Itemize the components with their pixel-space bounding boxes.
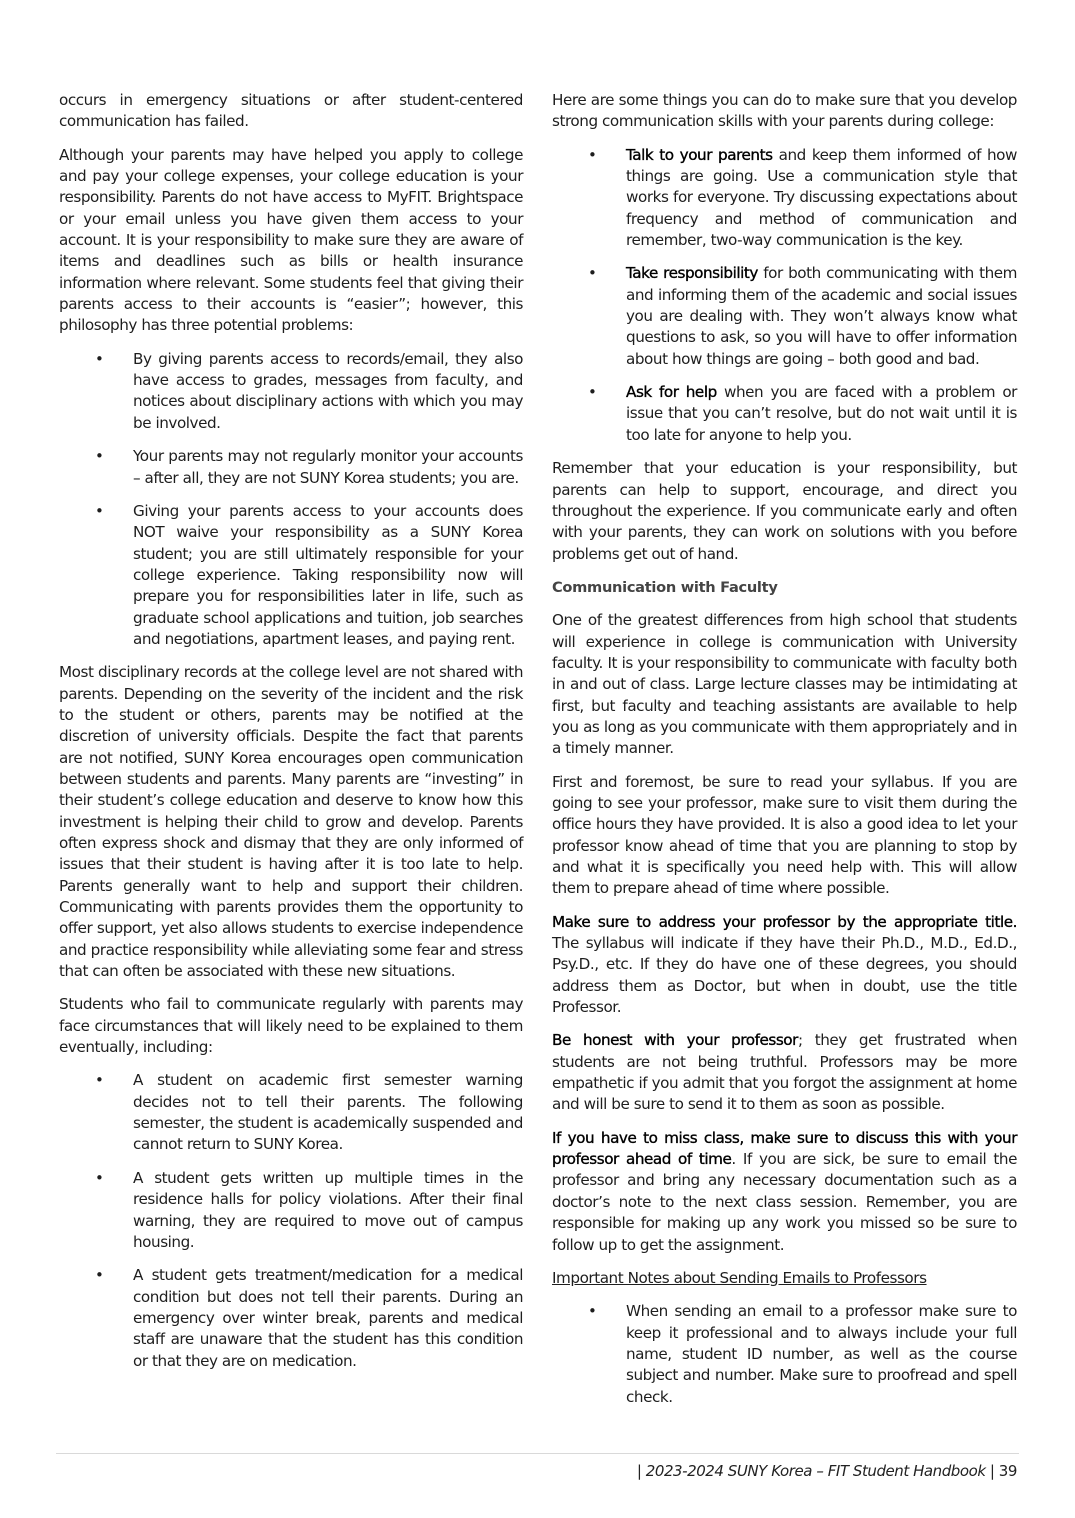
tip-lead: Talk to your parents xyxy=(626,145,773,164)
list-item xyxy=(552,382,1017,446)
paragraph-syllabus: First and foremost, be sure to read your syllabus. If you are going to see your professor, make sure to visit them during the office hours they have provided. It is also a good idea to let your professor know ahead of time that you are planning to stop by and what it is specifically you need help with. This will allow them to prepare ahead of time where possible. xyxy=(552,772,1017,898)
paragraph-faculty-differences: One of the greatest differences from high school that students will experience in college is communication with University faculty. It is your responsibility to communicate with faculty both in and out of class. Large lecture classes may be intimidating at first, but faculty and teaching assistants are available to help you as long as you communicate with them appropriately and in a timely manner. xyxy=(552,611,1017,758)
list-item xyxy=(552,263,1017,370)
tip-lead: Take responsibility xyxy=(626,264,758,283)
tip-text: when you are faced with a problem or issue that you can’t resolve, but do not wait until it is too late for anyone to help you. xyxy=(626,383,1017,444)
footer-separator: | xyxy=(636,1462,642,1480)
bullet-icon: • xyxy=(588,145,597,164)
list-item xyxy=(552,145,1017,252)
list-item-text: By giving parents access to records/email, they also have access to grades, messages from faculty, and notices about disciplinary actions with which you may be involved. xyxy=(133,349,523,432)
list-item xyxy=(59,501,523,650)
section-heading-emails: Important Notes about Sending Emails to Professors xyxy=(552,1268,927,1287)
list-item-text: A student gets written up multiple times in the residence halls for policy violations. After their final warning, they are required to move out of campus housing. xyxy=(133,1168,523,1251)
tip-text: and keep them informed of how things are going. Use a communication style that works for everyone. Try discussing expectations about frequency and method of communication and remember, two-way communication is the key. xyxy=(626,145,1017,250)
paragraph-miss-class xyxy=(552,1128,1017,1256)
list-item xyxy=(59,1168,523,1253)
list-item xyxy=(59,1265,523,1372)
paragraph-continued: occurs in emergency situations or after student-centered communication has failed. xyxy=(59,91,523,131)
bullet-icon: • xyxy=(95,1071,104,1090)
paragraph-remember: Remember that your education is your responsibility, but parents can help to support, encourage, and direct you throughout the experience. If you communicate early and often with your parents, they can work on solutions with you before problems get out of hand. xyxy=(552,459,1017,563)
list-item-text: A student on academic first semester warning decides not to tell their parents. The following semester, the student is academically suspended and cannot return to SUNY Korea. xyxy=(133,1071,523,1154)
bullet-icon: • xyxy=(588,1302,597,1321)
list-item-text: Your parents may not regularly monitor your accounts – after all, they are not SUNY Korea students; you are. xyxy=(133,447,523,487)
miss-lead: If you have to miss class, make sure to discuss this with your professor ahead of time xyxy=(552,1128,1017,1169)
footer-divider xyxy=(56,1453,1019,1454)
honest-lead: Be honest with your professor xyxy=(552,1031,798,1050)
tips-list xyxy=(552,145,1017,446)
left-column xyxy=(59,90,523,1384)
list-item xyxy=(59,349,523,434)
footer-title: 2023-2024 SUNY Korea – FIT Student Handbook xyxy=(645,1462,986,1480)
paragraph-intro: Here are some things you can do to make sure that you develop strong communication skills with your parents during college: xyxy=(552,91,1017,131)
page-footer xyxy=(637,1461,1017,1482)
tip-lead: Ask for help xyxy=(626,383,717,402)
bullet-icon: • xyxy=(95,1168,104,1187)
list-item xyxy=(552,1301,1017,1408)
paragraph-disciplinary-records: Most disciplinary records at the college level are not shared with parents. Depending on the severity of the incident and the risk to the student or others, parents may be notified at the discretion of university officials. Despite the fact that parents are not notified, SUNY Korea encourages open communication between students and parents. Many parents are “investing” in their student’s college education and deserve to know how this investment is helping their child to grow and develop. Parents often express shock and dismay that they are only informed of issues that their student is having after it is too late to help. Parents generally want to help and support their children. Communicating with parents provides them the opportunity to offer support, yet also allows students to exercise independence and practice responsibility while alleviating some fear and stress that can often be associated with these new situations. xyxy=(59,663,523,981)
bullet-icon: • xyxy=(95,349,104,368)
list-item xyxy=(59,446,523,489)
honest-text: ; they get frustrated when students are not being truthful. Professors may be more empathetic if you admit that you forgot the assignment at home and will be sure to send it to them as soon as possible. xyxy=(552,1031,1017,1114)
section-heading-faculty: Communication with Faculty xyxy=(552,578,778,596)
list-item-text: Giving your parents access to your accounts does NOT waive your responsibility as a SUNY Korea student; you are still ultimately responsible for your college experience. Taking responsibility now will prepare you for responsibilities later in life, such as graduate school applications and tuition, job searches and negotiations, apartment leases, and paying rent. xyxy=(133,501,523,648)
list-item-text: When sending an email to a professor make sure to keep it professional and to always include your full name, student ID number, as well as the course subject and number. Make sure to proofread and spell check. xyxy=(626,1302,1017,1406)
right-column xyxy=(552,90,1017,1420)
problems-list xyxy=(59,349,523,650)
paragraph-parents-responsibility: Although your parents may have helped you apply to college and pay your college expenses, your college education is your responsibility. Parents do not have access to MyFIT. Brightspace or your email unless you have given them access to your account. It is your responsibility to make sure they are aware of items and deadlines such as bills or health insurance information where relevant. Some students feel that giving their parents access to their accounts is “easier”; however, this philosophy has three potential problems: xyxy=(59,145,523,335)
address-lead: Make sure to address your professor by the appropriate title. xyxy=(552,912,1017,931)
bullet-icon: • xyxy=(95,447,104,466)
examples-list xyxy=(59,1070,523,1371)
paragraph-be-honest xyxy=(552,1030,1017,1115)
miss-text: . If you are sick, be sure to email the professor and bring any necessary documentation such as a doctor’s note to the next class session. Remember, you are responsible for making up any work you missed so be sure to follow up to get the assignment. xyxy=(552,1150,1017,1254)
email-tips-list xyxy=(552,1301,1017,1408)
paragraph-address-title xyxy=(552,912,1017,1019)
paragraph-fail-to-communicate: Students who fail to communicate regularly with parents may face circumstances that will likely need to be explained to them eventually, including: xyxy=(59,995,523,1057)
bullet-icon: • xyxy=(588,383,597,402)
page-number: | 39 xyxy=(989,1462,1017,1480)
bullet-icon: • xyxy=(95,1266,104,1285)
list-item xyxy=(59,1070,523,1155)
tip-text: for both communicating with them and informing them of the academic and social issues you are dealing with. They won’t always know what questions to ask, so you will have to offer information about how things are going – both good and bad. xyxy=(626,264,1017,368)
address-text: The syllabus will indicate if they have their Ph.D., M.D., Ed.D., Psy.D., etc. If they do have one of these degrees, you should address them as Doctor, but when in doubt, use the title Professor. xyxy=(552,934,1017,1017)
bullet-icon: • xyxy=(588,264,597,283)
bullet-icon: • xyxy=(95,501,104,520)
list-item-text: A student gets treatment/medication for a medical condition but does not tell their parents. During an emergency over winter break, parents and medical staff are unaware that the student has this condition or that they are on medication. xyxy=(133,1266,523,1370)
